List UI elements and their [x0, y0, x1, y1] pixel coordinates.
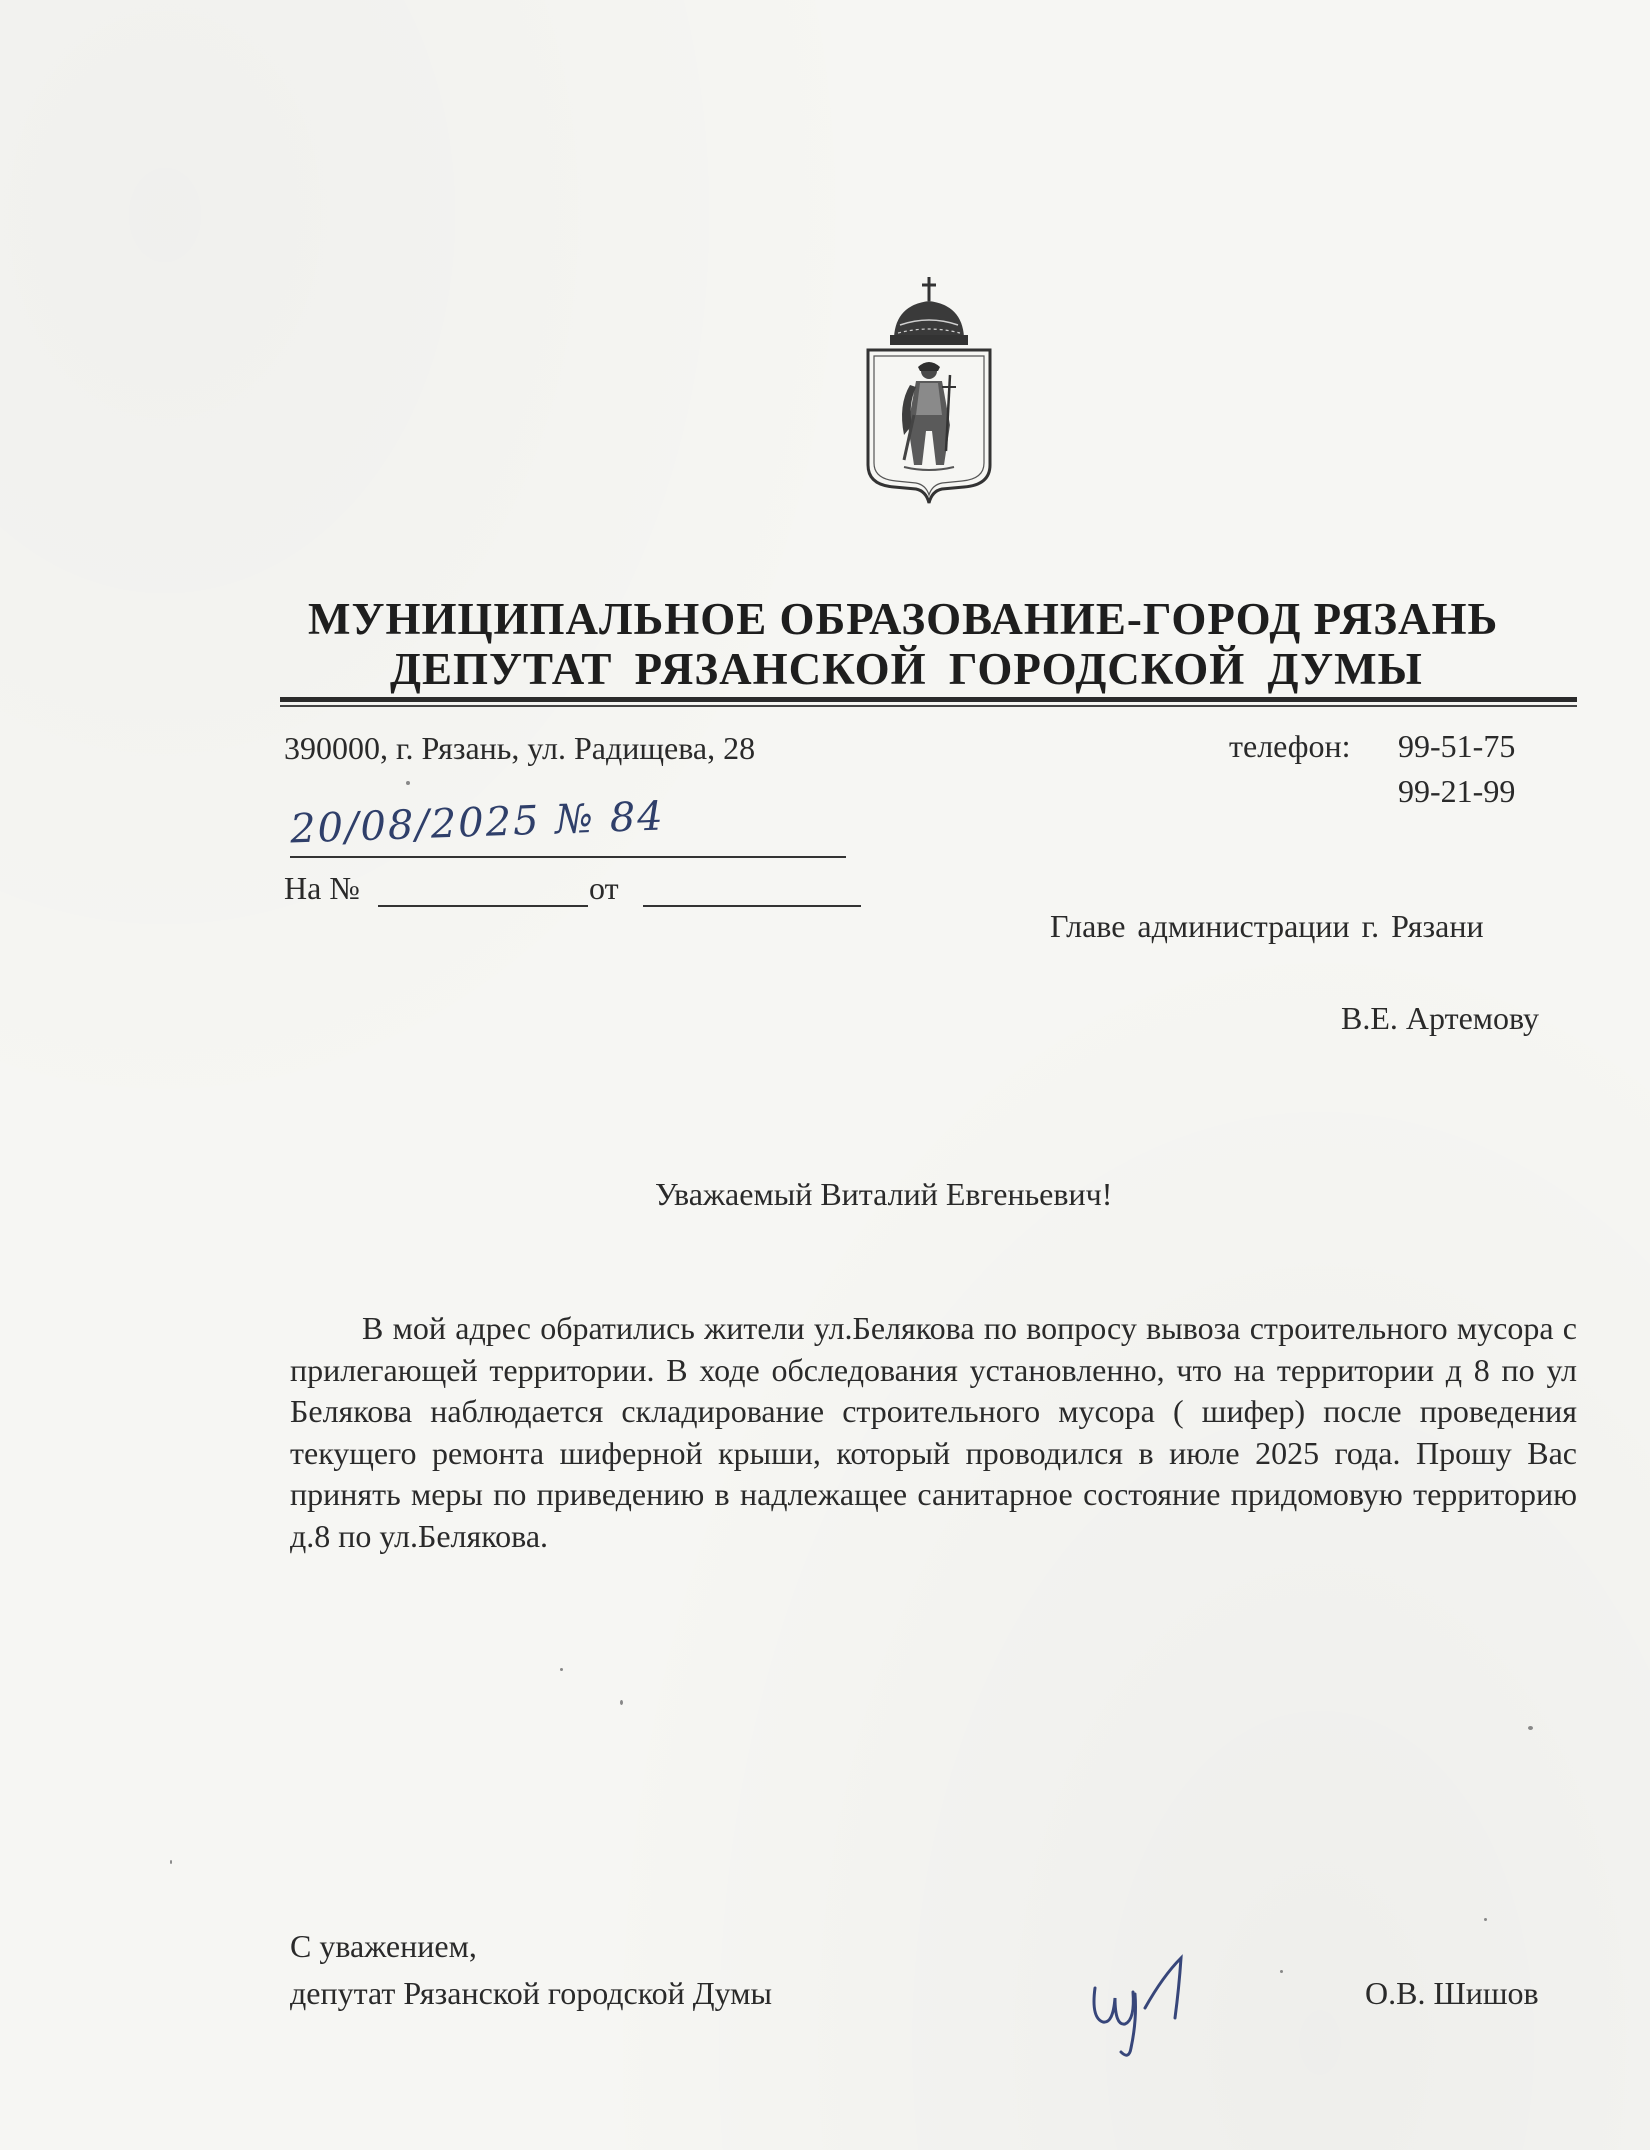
closing-regards: С уважением,: [290, 1928, 477, 1964]
header-title: МУНИЦИПАЛЬНОЕ ОБРАЗОВАНИЕ-ГОРОД РЯЗАНЬ: [308, 594, 1499, 644]
header-rule-thick: [280, 697, 1577, 702]
scan-speck: [1280, 1970, 1283, 1973]
reference-number-label: На №: [284, 870, 360, 906]
scan-speck: [1484, 1918, 1487, 1921]
header-subtitle: ДЕПУТАТ РЯЗАНСКОЙ ГОРОДСКОЙ ДУМЫ: [390, 644, 1423, 694]
reference-date-blank: [643, 905, 861, 907]
salutation: Уважаемый Виталий Евгеньевич!: [655, 1176, 1113, 1212]
closing-position: депутат Рязанской городской Думы: [290, 1975, 772, 2011]
recipient-name: В.Е. Артемову: [1341, 1000, 1540, 1036]
recipient-position: Главе администрации г. Рязани: [1050, 908, 1484, 944]
scan-speck: [560, 1668, 563, 1671]
scan-speck: [1528, 1726, 1533, 1730]
reference-number-blank: [378, 905, 588, 907]
coat-of-arms-icon: [854, 275, 1004, 507]
phone-number-2: 99-21-99: [1398, 773, 1516, 809]
phone-number-1: 99-51-75: [1398, 728, 1516, 764]
sender-address: 390000, г. Рязань, ул. Радищева, 28: [284, 730, 756, 766]
signer-name: О.В. Шишов: [1365, 1975, 1539, 2011]
signature-icon: [1085, 1948, 1215, 2068]
scan-speck: [620, 1700, 623, 1705]
phone-label: телефон:: [1229, 728, 1351, 764]
scan-speck: [406, 781, 410, 785]
registration-underline: [290, 856, 846, 858]
scan-speck: [170, 1860, 172, 1864]
reference-date-label: от: [589, 870, 619, 906]
handwritten-registration: 20/08/2025 № 84: [289, 793, 666, 853]
header-rule-thin: [280, 705, 1577, 707]
letter-body: В мой адрес обратились жители ул.Белякова по вопросу вывоза строительного мусора с прилегающей территории. В ходе обследования установленно, что на территории д 8 по ул Белякова наблюдается складирование строительного мусора ( шифер) после проведения текущего ремонта шиферной крыши, который проводился в июле 2025 года. Прошу Вас принять меры по приведению в надлежащее санитарное состояние придомовую территорию д.8 по ул.Белякова.: [290, 1310, 1577, 1554]
